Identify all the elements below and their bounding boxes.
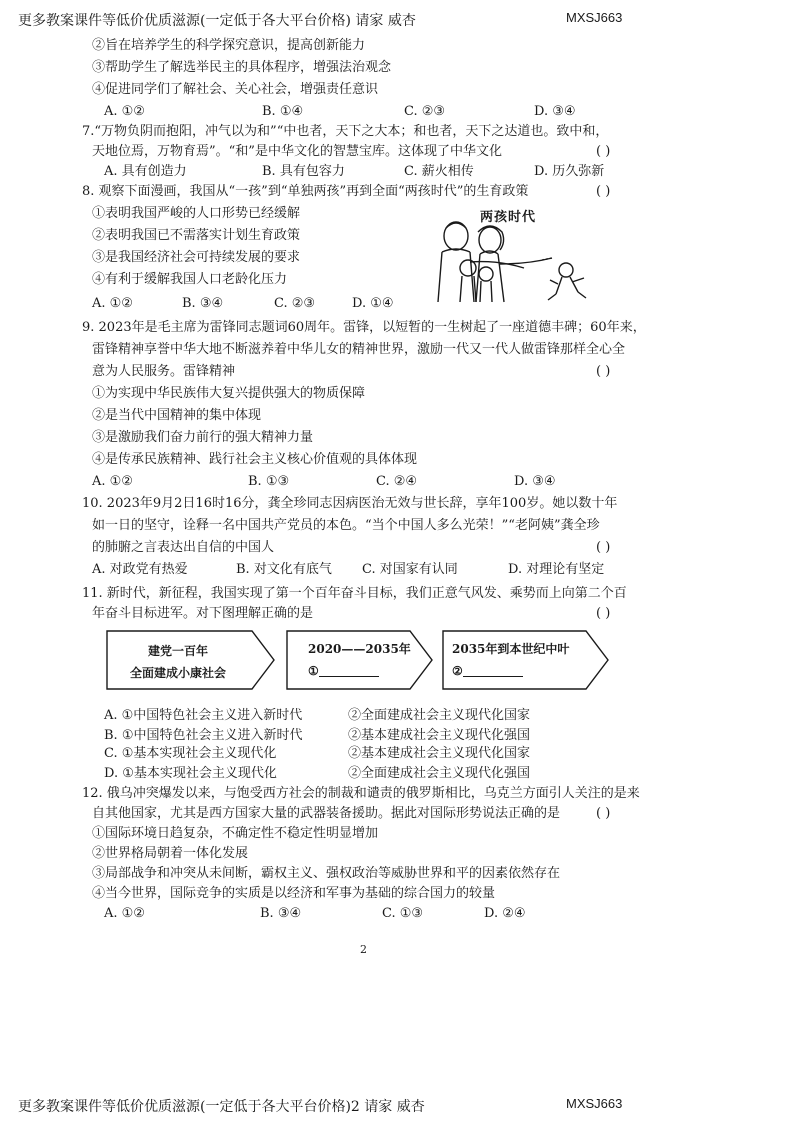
q11-option-b[interactable]: B. ①中国特色社会主义进入新时代	[104, 728, 303, 743]
q9-statement-1: ①为实现中华民族伟大复兴提供强大的物质保障	[92, 386, 366, 401]
q8-statement-3: ③是我国经济社会可持续发展的要求	[92, 250, 301, 265]
q12-statement-4: ④当今世界，国际竞争的实质是以经济和军事为基础的综合国力的较量	[92, 886, 496, 901]
q10-stem-line-2: 如一日的坚守，诠释一名中国共产党员的本色。“当个中国人多么光荣！”“老阿姨”龚全珍	[92, 518, 600, 533]
flow-step-3-title: 2035年到本世纪中叶	[452, 642, 570, 656]
q8-option-d[interactable]: D. ①④	[352, 296, 394, 311]
q8-option-c[interactable]: C. ②③	[274, 296, 316, 311]
q11-answer-paren: ( )	[596, 606, 611, 621]
q6-statement-4: ④促进同学们了解社会、关心社会，增强责任意识	[92, 82, 379, 97]
footer-code: MXSJ663	[566, 1096, 623, 1111]
q8-statement-4: ④有利于缓解我国人口老龄化压力	[92, 272, 288, 287]
q10-option-c[interactable]: C. 对国家有认同	[362, 562, 458, 577]
q12-option-c[interactable]: C. ①③	[382, 906, 424, 921]
q10-stem-line-3: 的肺腑之言表达出自信的中国人	[92, 540, 275, 555]
flow-step-1-title: 建党一百年	[148, 644, 209, 658]
q12-option-b[interactable]: B. ③④	[260, 906, 302, 921]
q9-statement-4: ④是传承民族精神、践行社会主义核心价值观的具体体现	[92, 452, 418, 467]
q7-option-d[interactable]: D. 历久弥新	[534, 164, 605, 179]
q11-option-b-part-2: ②基本建成社会主义现代化强国	[348, 728, 531, 743]
q11-stem-line-1: 11. 新时代，新征程，我国实现了第一个百年奋斗目标，我们正意气风发、乘势而上向第二个百	[82, 586, 627, 601]
q6-statement-3: ③帮助学生了解选举民主的具体程序，增强法治观念	[92, 60, 392, 75]
q6-option-d[interactable]: D. ③④	[534, 104, 576, 119]
q8-statement-2: ②表明我国已不需落实计划生育政策	[92, 228, 301, 243]
cartoon-title: 两孩时代	[480, 210, 537, 225]
q9-option-b[interactable]: B. ①③	[248, 474, 290, 489]
footer-text: 更多教案课件等低价优质滋源(一定低于各大平台价格)2 请家 威杏	[18, 1099, 425, 1115]
q9-stem-line-3: 意为人民服务。雷锋精神	[92, 364, 236, 379]
q6-statement-2: ②旨在培养学生的科学探究意识，提高创新能力	[92, 38, 366, 53]
q9-option-c[interactable]: C. ②④	[376, 474, 418, 489]
q12-statement-3: ③局部战争和冲突从未间断，霸权主义、强权政治等威胁世界和平的因素依然存在	[92, 866, 561, 881]
q7-stem-line-2: 天地位焉，万物育焉”。“和”是中华文化的智慧宝库。这体现了中华文化	[92, 144, 502, 159]
flow-step-3	[442, 630, 610, 690]
q6-option-a[interactable]: A. ①②	[104, 104, 145, 119]
q12-statement-2: ②世界格局朝着一体化发展	[92, 846, 249, 861]
q7-option-c[interactable]: C. 薪火相传	[404, 164, 474, 179]
q12-option-a[interactable]: A. ①②	[104, 906, 145, 921]
blank-line	[319, 664, 379, 677]
header-code: MXSJ663	[566, 10, 623, 25]
blank-line	[463, 664, 523, 677]
q7-answer-paren: ( )	[596, 144, 611, 159]
q11-stem-line-2: 年奋斗目标进军。对下图理解正确的是	[92, 606, 314, 621]
flow-step-1-text: 全面建成小康社会	[130, 666, 227, 680]
flow-step-2-title: 2020——2035年	[308, 642, 411, 656]
flow-step-3-text: ②	[452, 664, 523, 678]
q6-option-b[interactable]: B. ①④	[262, 104, 304, 119]
q8-statement-1: ①表明我国严峻的人口形势已经缓解	[92, 206, 301, 221]
q9-stem-line-1: 9. 2023年是毛主席为雷锋同志题词60周年。雷锋，以短暂的一生树起了一座道德丰碑；60年来，	[82, 320, 646, 335]
q12-option-d[interactable]: D. ②④	[484, 906, 526, 921]
q9-stem-line-2: 雷锋精神享誉中华大地不断滋养着中华儿女的精神世界，激励一代又一代人做雷锋那样全心全	[92, 342, 626, 357]
q10-stem-line-1: 10. 2023年9月2日16时16分，龚全珍同志因病医治无效与世长辞，享年100岁。她以数十年	[82, 496, 618, 511]
q11-option-c[interactable]: C. ①基本实现社会主义现代化	[104, 746, 277, 761]
q9-option-d[interactable]: D. ③④	[514, 474, 556, 489]
q8-answer-paren: ( )	[596, 184, 611, 199]
flow-step-1	[106, 630, 276, 690]
q10-answer-paren: ( )	[596, 540, 611, 555]
q10-option-d[interactable]: D. 对理论有坚定	[508, 562, 605, 577]
q9-statement-3: ③是激励我们奋力前行的强大精神力量	[92, 430, 314, 445]
q8-option-b[interactable]: B. ③④	[182, 296, 224, 311]
q11-option-d[interactable]: D. ①基本实现社会主义现代化	[104, 766, 277, 781]
q11-option-d-part-2: ②全面建成社会主义现代化强国	[348, 766, 531, 781]
q9-option-a[interactable]: A. ①②	[92, 474, 133, 489]
q7-stem-line-1: 7.“万物负阴而抱阳，冲气以为和”“中也者，天下之大本；和也者，天下之达道也。致中和，	[82, 124, 609, 139]
header-text: 更多教案课件等低价优质滋源(一定低于各大平台价格) 请家 威杏	[18, 13, 416, 29]
flow-step-2	[286, 630, 434, 690]
q11-option-a-part-2: ②全面建成社会主义现代化国家	[348, 708, 531, 723]
flow-step-2-text: ①	[308, 664, 379, 678]
page-header	[18, 10, 778, 30]
q6-option-c[interactable]: C. ②③	[404, 104, 446, 119]
q10-option-b[interactable]: B. 对文化有底气	[236, 562, 332, 577]
q7-option-a[interactable]: A. 具有创造力	[104, 164, 187, 179]
q10-option-a[interactable]: A. 对政党有热爱	[92, 562, 188, 577]
q12-stem-line-1: 12. 俄乌冲突爆发以来，与饱受西方社会的制裁和谴责的俄罗斯相比，乌克兰方面引人关注的是来	[82, 786, 640, 801]
q12-answer-paren: ( )	[596, 806, 611, 821]
q8-stem: 8. 观察下面漫画，我国从“一孩”到“单独两孩”再到全面“两孩时代”的生育政策	[82, 184, 529, 199]
q12-statement-1: ①国际环境日趋复杂，不确定性不稳定性明显增加	[92, 826, 379, 841]
q11-option-c-part-2: ②基本建成社会主义现代化国家	[348, 746, 531, 761]
q8-option-a[interactable]: A. ①②	[92, 296, 133, 311]
q11-option-a[interactable]: A. ①中国特色社会主义进入新时代	[104, 708, 303, 723]
q9-statement-2: ②是当代中国精神的集中体现	[92, 408, 262, 423]
q9-answer-paren: ( )	[596, 364, 611, 379]
q7-option-b[interactable]: B. 具有包容力	[262, 164, 345, 179]
q12-stem-line-2: 自其他国家，尤其是西方国家大量的武器装备援助。据此对国际形势说法正确的是	[92, 806, 561, 821]
page-number: 2	[360, 943, 367, 956]
page-footer	[18, 1096, 778, 1116]
